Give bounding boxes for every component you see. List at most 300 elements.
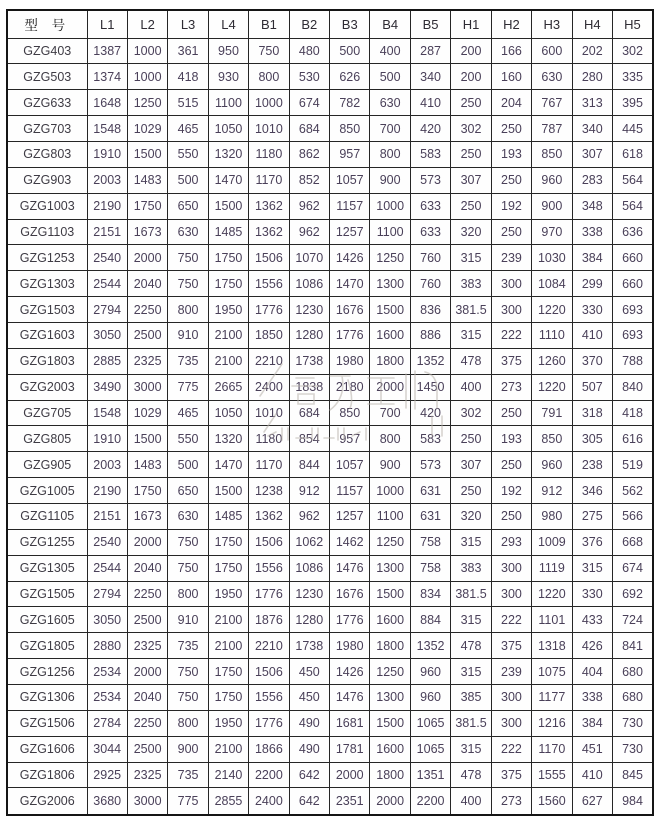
value-cell: 330: [572, 297, 612, 323]
value-cell: 1086: [289, 271, 329, 297]
value-cell: 2540: [87, 245, 127, 271]
value-cell: 583: [410, 426, 450, 452]
column-header-l3: L3: [168, 10, 208, 38]
value-cell: 2500: [127, 607, 167, 633]
table-row: [7, 374, 653, 400]
value-cell: 1065: [410, 710, 450, 736]
value-cell: 166: [491, 38, 531, 64]
value-cell: 275: [572, 503, 612, 529]
value-cell: 480: [289, 38, 329, 64]
model-cell: GZG1505: [7, 581, 87, 607]
value-cell: 900: [370, 167, 410, 193]
value-cell: 250: [451, 426, 491, 452]
value-cell: 2540: [87, 529, 127, 555]
model-cell: GZG503: [7, 64, 87, 90]
value-cell: 564: [612, 193, 653, 219]
value-cell: 300: [491, 297, 531, 323]
table-row: [7, 529, 653, 555]
value-cell: 1101: [532, 607, 572, 633]
value-cell: 400: [370, 38, 410, 64]
value-cell: 1500: [127, 141, 167, 167]
value-cell: 1220: [532, 374, 572, 400]
value-cell: 2190: [87, 478, 127, 504]
value-cell: 2250: [127, 710, 167, 736]
value-cell: 283: [572, 167, 612, 193]
value-cell: 957: [330, 141, 370, 167]
value-cell: 960: [532, 452, 572, 478]
value-cell: 750: [168, 555, 208, 581]
table-row: [7, 684, 653, 710]
value-cell: 735: [168, 348, 208, 374]
value-cell: 2100: [208, 633, 248, 659]
value-cell: 315: [451, 659, 491, 685]
value-cell: 250: [491, 167, 531, 193]
value-cell: 564: [612, 167, 653, 193]
value-cell: 633: [410, 193, 450, 219]
value-cell: 315: [451, 245, 491, 271]
value-cell: 735: [168, 633, 208, 659]
value-cell: 330: [572, 581, 612, 607]
value-cell: 1030: [532, 245, 572, 271]
value-cell: 1170: [249, 452, 289, 478]
value-cell: 1910: [87, 426, 127, 452]
value-cell: 2003: [87, 452, 127, 478]
value-cell: 500: [168, 167, 208, 193]
value-cell: 2210: [249, 633, 289, 659]
value-cell: 500: [168, 452, 208, 478]
value-cell: 630: [370, 90, 410, 116]
value-cell: 315: [451, 322, 491, 348]
value-cell: 1362: [249, 503, 289, 529]
value-cell: 2003: [87, 167, 127, 193]
value-cell: 1485: [208, 219, 248, 245]
model-cell: GZG1606: [7, 736, 87, 762]
value-cell: 1177: [532, 684, 572, 710]
column-header-l4: L4: [208, 10, 248, 38]
value-cell: 684: [289, 400, 329, 426]
value-cell: 315: [451, 529, 491, 555]
value-cell: 2351: [330, 788, 370, 815]
value-cell: 313: [572, 90, 612, 116]
table-row: [7, 141, 653, 167]
value-cell: 200: [451, 64, 491, 90]
table-row: [7, 581, 653, 607]
value-cell: 307: [451, 452, 491, 478]
value-cell: 1750: [208, 245, 248, 271]
model-cell: GZG1306: [7, 684, 87, 710]
value-cell: 900: [532, 193, 572, 219]
value-cell: 750: [168, 271, 208, 297]
value-cell: 1500: [370, 581, 410, 607]
value-cell: 960: [410, 684, 450, 710]
value-cell: 2534: [87, 684, 127, 710]
value-cell: 910: [168, 322, 208, 348]
value-cell: 200: [451, 38, 491, 64]
model-cell: GZG1105: [7, 503, 87, 529]
value-cell: 1351: [410, 762, 450, 788]
value-cell: 674: [612, 555, 653, 581]
value-cell: 775: [168, 374, 208, 400]
model-cell: GZG1303: [7, 271, 87, 297]
value-cell: 1750: [208, 659, 248, 685]
value-cell: 1010: [249, 116, 289, 142]
table-row: [7, 348, 653, 374]
value-cell: 1470: [330, 271, 370, 297]
value-cell: 410: [572, 762, 612, 788]
value-cell: 1220: [532, 297, 572, 323]
value-cell: 650: [168, 478, 208, 504]
value-cell: 1086: [289, 555, 329, 581]
value-cell: 1673: [127, 503, 167, 529]
value-cell: 760: [410, 271, 450, 297]
value-cell: 192: [491, 193, 531, 219]
value-cell: 465: [168, 400, 208, 426]
value-cell: 348: [572, 193, 612, 219]
value-cell: 385: [451, 684, 491, 710]
value-cell: 841: [612, 633, 653, 659]
value-cell: 862: [289, 141, 329, 167]
value-cell: 239: [491, 659, 531, 685]
value-cell: 1676: [330, 581, 370, 607]
value-cell: 962: [289, 503, 329, 529]
model-cell: GZG1305: [7, 555, 87, 581]
value-cell: 2210: [249, 348, 289, 374]
value-cell: 1476: [330, 555, 370, 581]
value-cell: 1280: [289, 607, 329, 633]
value-cell: 2000: [370, 374, 410, 400]
value-cell: 302: [451, 400, 491, 426]
table-row: [7, 116, 653, 142]
model-cell: GZG705: [7, 400, 87, 426]
value-cell: 490: [289, 710, 329, 736]
value-cell: 1000: [370, 193, 410, 219]
value-cell: 1216: [532, 710, 572, 736]
value-cell: 1450: [410, 374, 450, 400]
value-cell: 2500: [127, 736, 167, 762]
value-cell: 2250: [127, 297, 167, 323]
value-cell: 2040: [127, 684, 167, 710]
table-row: [7, 452, 653, 478]
value-cell: 1426: [330, 659, 370, 685]
value-cell: 884: [410, 607, 450, 633]
value-cell: 626: [330, 64, 370, 90]
value-cell: 1050: [208, 400, 248, 426]
value-cell: 1300: [370, 684, 410, 710]
value-cell: 1750: [127, 478, 167, 504]
value-cell: 404: [572, 659, 612, 685]
value-cell: 3050: [87, 607, 127, 633]
value-cell: 562: [612, 478, 653, 504]
value-cell: 2400: [249, 788, 289, 815]
value-cell: 3050: [87, 322, 127, 348]
value-cell: 1387: [87, 38, 127, 64]
value-cell: 700: [370, 400, 410, 426]
model-cell: GZG1003: [7, 193, 87, 219]
value-cell: 627: [572, 788, 612, 815]
value-cell: 1470: [208, 167, 248, 193]
value-cell: 636: [612, 219, 653, 245]
value-cell: 650: [168, 193, 208, 219]
value-cell: 1000: [127, 38, 167, 64]
value-cell: 1673: [127, 219, 167, 245]
table-row: [7, 90, 653, 116]
value-cell: 1057: [330, 167, 370, 193]
value-cell: 361: [168, 38, 208, 64]
model-cell: GZG1256: [7, 659, 87, 685]
value-cell: 375: [491, 762, 531, 788]
value-cell: 375: [491, 348, 531, 374]
column-header-h2: H2: [491, 10, 531, 38]
value-cell: 2784: [87, 710, 127, 736]
value-cell: 1750: [208, 684, 248, 710]
value-cell: 1230: [289, 297, 329, 323]
value-cell: 1180: [249, 141, 289, 167]
value-cell: 1374: [87, 64, 127, 90]
value-cell: 478: [451, 348, 491, 374]
value-cell: 410: [410, 90, 450, 116]
value-cell: 1029: [127, 116, 167, 142]
value-cell: 852: [289, 167, 329, 193]
table-row: [7, 271, 653, 297]
value-cell: 335: [612, 64, 653, 90]
value-cell: 305: [572, 426, 612, 452]
value-cell: 338: [572, 219, 612, 245]
value-cell: 775: [168, 788, 208, 815]
value-cell: 1318: [532, 633, 572, 659]
value-cell: 515: [168, 90, 208, 116]
value-cell: 381.5: [451, 297, 491, 323]
value-cell: 2040: [127, 555, 167, 581]
value-cell: 238: [572, 452, 612, 478]
value-cell: 250: [451, 90, 491, 116]
table-row: [7, 478, 653, 504]
value-cell: 1250: [370, 245, 410, 271]
value-cell: 1070: [289, 245, 329, 271]
value-cell: 395: [612, 90, 653, 116]
value-cell: 1556: [249, 555, 289, 581]
value-cell: 490: [289, 736, 329, 762]
value-cell: 750: [168, 659, 208, 685]
table-row: [7, 426, 653, 452]
value-cell: 930: [208, 64, 248, 90]
value-cell: 800: [370, 426, 410, 452]
value-cell: 1500: [208, 193, 248, 219]
value-cell: 2325: [127, 762, 167, 788]
value-cell: 500: [370, 64, 410, 90]
value-cell: 250: [491, 503, 531, 529]
value-cell: 1750: [208, 555, 248, 581]
value-cell: 1257: [330, 219, 370, 245]
value-cell: 630: [168, 503, 208, 529]
value-cell: 340: [572, 116, 612, 142]
value-cell: 2140: [208, 762, 248, 788]
value-cell: 519: [612, 452, 653, 478]
value-cell: 383: [451, 555, 491, 581]
model-cell: GZG1805: [7, 633, 87, 659]
value-cell: 550: [168, 141, 208, 167]
value-cell: 300: [491, 555, 531, 581]
table-row: [7, 736, 653, 762]
value-cell: 1483: [127, 167, 167, 193]
value-cell: 1781: [330, 736, 370, 762]
value-cell: 383: [451, 271, 491, 297]
value-cell: 1320: [208, 141, 248, 167]
value-cell: 692: [612, 581, 653, 607]
column-header-h4: H4: [572, 10, 612, 38]
value-cell: 1280: [289, 322, 329, 348]
value-cell: 1170: [249, 167, 289, 193]
value-cell: 1470: [208, 452, 248, 478]
value-cell: 1180: [249, 426, 289, 452]
value-cell: 2100: [208, 348, 248, 374]
value-cell: 1483: [127, 452, 167, 478]
value-cell: 1062: [289, 529, 329, 555]
value-cell: 2151: [87, 219, 127, 245]
value-cell: 1950: [208, 297, 248, 323]
value-cell: 1980: [330, 633, 370, 659]
value-cell: 318: [572, 400, 612, 426]
value-cell: 2040: [127, 271, 167, 297]
value-cell: 1250: [370, 659, 410, 685]
value-cell: 1485: [208, 503, 248, 529]
value-cell: 315: [451, 736, 491, 762]
value-cell: 984: [612, 788, 653, 815]
value-cell: 2665: [208, 374, 248, 400]
value-cell: 2325: [127, 348, 167, 374]
value-cell: 239: [491, 245, 531, 271]
table-row: [7, 64, 653, 90]
table-row: [7, 555, 653, 581]
value-cell: 2855: [208, 788, 248, 815]
value-cell: 1257: [330, 503, 370, 529]
value-cell: 566: [612, 503, 653, 529]
value-cell: 1850: [249, 322, 289, 348]
table-row: [7, 38, 653, 64]
table-row: [7, 788, 653, 815]
value-cell: 760: [410, 245, 450, 271]
value-cell: 630: [532, 64, 572, 90]
value-cell: 3044: [87, 736, 127, 762]
value-cell: 384: [572, 710, 612, 736]
value-cell: 478: [451, 633, 491, 659]
value-cell: 222: [491, 607, 531, 633]
value-cell: 642: [289, 788, 329, 815]
value-cell: 750: [168, 245, 208, 271]
value-cell: 300: [491, 271, 531, 297]
value-cell: 299: [572, 271, 612, 297]
value-cell: 1100: [370, 503, 410, 529]
value-cell: 250: [451, 193, 491, 219]
value-cell: 2000: [127, 659, 167, 685]
table-row: [7, 245, 653, 271]
value-cell: 1776: [330, 322, 370, 348]
value-cell: 1057: [330, 452, 370, 478]
value-cell: 2000: [127, 529, 167, 555]
model-cell: GZG805: [7, 426, 87, 452]
value-cell: 433: [572, 607, 612, 633]
value-cell: 293: [491, 529, 531, 555]
value-cell: 787: [532, 116, 572, 142]
value-cell: 1100: [370, 219, 410, 245]
model-cell: GZG1103: [7, 219, 87, 245]
value-cell: 3000: [127, 788, 167, 815]
value-cell: 1776: [330, 607, 370, 633]
value-cell: 693: [612, 322, 653, 348]
value-cell: 376: [572, 529, 612, 555]
value-cell: 630: [168, 219, 208, 245]
value-cell: 1876: [249, 607, 289, 633]
table-row: [7, 710, 653, 736]
column-header-h3: H3: [532, 10, 572, 38]
value-cell: 1476: [330, 684, 370, 710]
value-cell: 2880: [87, 633, 127, 659]
value-cell: 250: [491, 116, 531, 142]
value-cell: 2151: [87, 503, 127, 529]
value-cell: 1050: [208, 116, 248, 142]
value-cell: 573: [410, 167, 450, 193]
value-cell: 1800: [370, 762, 410, 788]
value-cell: 1320: [208, 426, 248, 452]
model-cell: GZG1503: [7, 297, 87, 323]
value-cell: 600: [532, 38, 572, 64]
value-cell: 850: [532, 426, 572, 452]
value-cell: 1838: [289, 374, 329, 400]
value-cell: 2100: [208, 607, 248, 633]
value-cell: 418: [612, 400, 653, 426]
value-cell: 315: [451, 607, 491, 633]
value-cell: 2794: [87, 297, 127, 323]
table-row: [7, 322, 653, 348]
value-cell: 1362: [249, 193, 289, 219]
value-cell: 381.5: [451, 710, 491, 736]
value-cell: 3680: [87, 788, 127, 815]
value-cell: 900: [168, 736, 208, 762]
header-row: [7, 10, 653, 38]
model-cell: GZG1005: [7, 478, 87, 504]
value-cell: 2325: [127, 633, 167, 659]
value-cell: 1910: [87, 141, 127, 167]
table-row: [7, 633, 653, 659]
table-row: [7, 167, 653, 193]
value-cell: 618: [612, 141, 653, 167]
value-cell: 1681: [330, 710, 370, 736]
table-row: [7, 659, 653, 685]
value-cell: 340: [410, 64, 450, 90]
value-cell: 420: [410, 400, 450, 426]
value-cell: 1600: [370, 607, 410, 633]
value-cell: 346: [572, 478, 612, 504]
value-cell: 1776: [249, 710, 289, 736]
value-cell: 1220: [532, 581, 572, 607]
value-cell: 400: [451, 788, 491, 815]
value-cell: 800: [249, 64, 289, 90]
value-cell: 1980: [330, 348, 370, 374]
value-cell: 583: [410, 141, 450, 167]
value-cell: 1065: [410, 736, 450, 762]
value-cell: 450: [289, 659, 329, 685]
value-cell: 1500: [208, 478, 248, 504]
value-cell: 2100: [208, 322, 248, 348]
value-cell: 410: [572, 322, 612, 348]
value-cell: 250: [451, 478, 491, 504]
model-cell: GZG403: [7, 38, 87, 64]
column-header-b4: B4: [370, 10, 410, 38]
value-cell: 3490: [87, 374, 127, 400]
table-body: [7, 38, 653, 815]
value-cell: 500: [330, 38, 370, 64]
value-cell: 2180: [330, 374, 370, 400]
table-row: [7, 762, 653, 788]
